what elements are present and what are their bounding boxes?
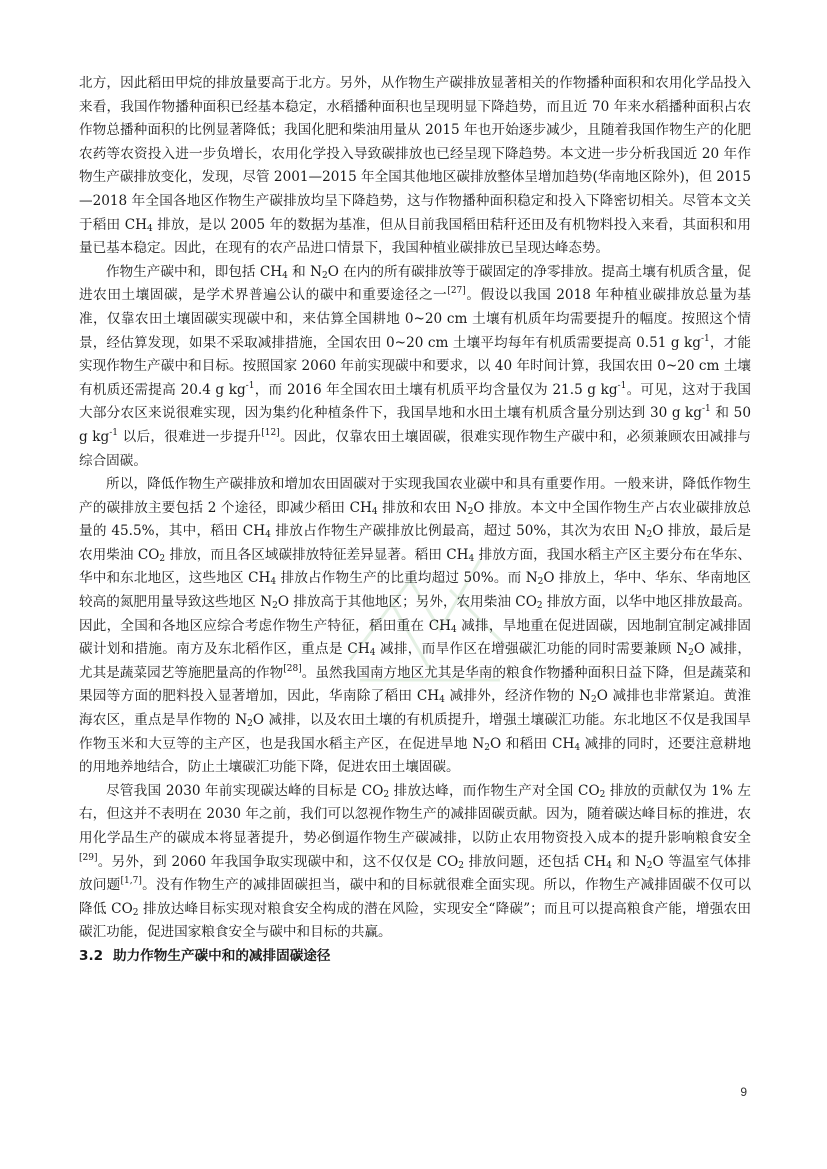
subscript: 4: [450, 624, 457, 635]
text-run: 。虽然我国南方地区尤其是华南的粮食作物播种面积日益下降，但是蔬菜和果园等方面的肥料投入显著增加，因此，华南除了稻田 CH: [79, 664, 752, 705]
subscript: 4: [282, 270, 288, 281]
subscript: 2: [599, 789, 606, 800]
text-run: O 排放，最后是农用柴油 CO: [79, 523, 751, 563]
text-run: O 排放上，华中、华东、华南地区较高的氮肥用量导致这些地区 N: [79, 570, 751, 611]
subscript: 4: [574, 742, 581, 753]
text-run: 尽管我国 2030 年前实现碳达峰的目标是 CO: [106, 782, 384, 799]
subscript: 2: [484, 742, 491, 753]
text-run: 和 N: [611, 853, 647, 870]
text-run: O 减排也非常紧迫。黄淮海农区，重点是旱作物的 N: [79, 688, 752, 729]
subscript: 4: [270, 577, 277, 588]
text-run: 排放方面，我国水稻主产区主要分布在华东、华中和东北地区，这些地区 CH: [79, 546, 751, 587]
subscript: 2: [646, 530, 653, 541]
subscript: 2: [383, 789, 390, 800]
subscript: 2: [590, 695, 597, 706]
text-run: 排放占作物生产碳排放比例最高，超过 50%，其次为农田 N: [270, 523, 647, 540]
subscript: 2: [467, 506, 474, 517]
text-run: 。没有作物生产的减排固碳担当，碳中和的目标就很难全面实现。所以，作物生产减排固碳不仅可以降低 CO: [79, 877, 751, 917]
page-number: 9: [740, 1085, 747, 1099]
subscript: 4: [265, 530, 271, 541]
subscript: 2: [272, 601, 278, 612]
body-paragraph: [79, 72, 751, 261]
text-run: 和 N: [287, 263, 322, 280]
section-number: 3.2: [79, 947, 104, 964]
text-run: O 在内的所有碳排放等于碳固定的净零排放。提高土壤有机质含量，促进农田土壤固碳，是学术界普遍公认的碳中和重要途径之一: [79, 263, 751, 304]
superscript: [28]: [283, 663, 302, 674]
text-run: O 等温室气体排放问题: [79, 853, 751, 894]
text-run: 减排，旱地重在促进固碳，因地制宜制定减排固碳计划和措施。南方及东北稻作区，重点是 CH: [79, 617, 751, 658]
text-run: 北方，因此稻田甲烷的排放量要高于北方。另外，从作物生产碳排放显著相关的作物播种面积和农用化学品投入来看，我国作物播种面积已经基本稳定，水稻播种面积也呈现明显下降趋势，而且近 70 年来水稻播种面积占农作物总播种面积的比例显著降低；我国化肥和柴油用量从 2015 年也开始逐步减少，且随着我国作物生产的化肥农药等农资投入进一步负增长，农用化学投入导致碳排放也已经呈现下降趋势。本文进一步分析我国近 20 年作物生产碳排放变化，发现，尽管 2001—2015 年全国其他地区碳排放整体呈增加趋势(华南地区除外)，但 2015—2018 年全国各地区作物生产碳排放均呈下降趋势，这与作物播种面积稳定和投入下降密切相关。尽管本文关于稻田 CH: [79, 75, 751, 233]
text-run: 。假设以我国 2018 年种植业碳排放总量为基准，仅靠农田土壤固碳实现碳中和，来估算全国耕地 0~20 cm 土壤有机质年均需要提升的幅度。按照这个情景，经估算发现，如果不采取减排措施，全国农田 0~20 cm 土壤平均每年有机质需要提高 0.51 g kg: [79, 287, 751, 351]
subscript: 2: [458, 860, 464, 871]
subscript: 4: [439, 695, 445, 706]
text-run: ，而 2016 年全国农田土壤有机质平均含量仅为 21.5 g kg: [254, 381, 618, 398]
text-run: 排放和农田 N: [377, 499, 468, 516]
superscript: -1: [702, 404, 711, 415]
text-run: 。另外，到 2060 年我国争取实现碳中和，这不仅仅是 CO: [97, 853, 459, 870]
subscript: 4: [371, 506, 378, 517]
subscript: 2: [536, 601, 543, 612]
text-run: ，才能实现作物生产碳中和目标。按照国家 2060 年前实现碳中和要求，以 40 年时间计算，我国农田 0~20 cm 土壤有机质还需提高 20.4 g kg: [79, 334, 752, 398]
superscript: [27]: [447, 286, 466, 297]
text-run: O 排放高于其他地区；另外，农用柴油 CO: [277, 594, 537, 611]
text-run: 以后，很难进一步提升: [118, 428, 262, 445]
section-heading: [79, 945, 751, 969]
text-run: 排放，是以 2005 年的数据为基准，但从目前我国稻田秸秆还田及有机物料投入来看，其面积和用量已基本稳定。因此，在现有的农产品进口情景下，我国种植业碳排放已呈现达峰态势。: [79, 216, 752, 257]
page-body: [79, 72, 751, 969]
subscript: 4: [468, 553, 475, 564]
body-paragraph: [79, 473, 751, 780]
superscript: -1: [245, 380, 255, 391]
subscript: 4: [606, 860, 612, 871]
subscript: 4: [369, 648, 376, 659]
subscript: 2: [132, 907, 139, 918]
text-run: 和 50 g kg: [79, 405, 751, 445]
text-run: 排放的贡献仅为 1% 左右，但这并不表明在 2030 年之前，我们可以忽视作物生产的减排固碳贡献。因为，随着碳达峰目标的推进，农用化学品生产的碳成本将显著提升，势必倒逼作物生产碳减排，以防止农用物资投入成本的提升影响粮食安全: [79, 782, 752, 846]
text-run: 。因此，仅靠农田土壤固碳，很难实现作物生产碳中和，必须兼顾农田减排与综合固碳。: [79, 428, 751, 469]
text-run: O 和稻田 CH: [490, 735, 575, 752]
subscript: 2: [646, 860, 653, 871]
body-paragraphs: [79, 72, 751, 945]
body-paragraph: [79, 261, 751, 473]
superscript: -1: [617, 380, 627, 391]
text-run: 排放，而且各区域碳排放特征差异显著。稻田 CH: [165, 546, 469, 563]
section-title: 助力作物生产碳中和的减排固碳途径: [113, 947, 331, 964]
subscript: 2: [688, 648, 694, 659]
text-run: 排放占作物生产的比重均超过 50%。而 N: [276, 570, 538, 587]
text-run: O 减排，以及农田土壤的有机质提升，增强土壤碳汇功能。东北地区不仅是我国旱作物玉米和大豆等的主产区，也是我国水稻主产区，在促进旱地 N: [79, 712, 752, 752]
subscript: 2: [537, 577, 544, 588]
body-paragraph: [79, 780, 751, 945]
text-run: O 减排，尤其是蔬菜园艺等施肥量高的作物: [79, 641, 751, 681]
subscript: 2: [321, 270, 328, 281]
text-run: 排放达峰，而作物生产对全国 CO: [389, 782, 600, 799]
text-run: 减排外，经济作物的 N: [444, 688, 591, 705]
text-run: 。可见，这对于我国大部分农区来说很难实现，因为集约化种植条件下，我国旱地和水田土壤有机质含量分别达到 30 g kg: [79, 381, 752, 422]
superscript: -1: [109, 427, 119, 438]
subscript: 2: [247, 719, 253, 730]
superscript: [1,7]: [120, 876, 142, 887]
text-run: 作物生产碳中和，即包括 CH: [106, 263, 283, 280]
text-run: 排放问题，还包括 CH: [464, 853, 607, 870]
text-run: 所以，降低作物生产碳排放和增加农田固碳对于实现我国农业碳中和具有重要作用。一般来讲，降低作物生产的碳排放主要包括 2 个途径，即减少稻田 CH: [79, 476, 751, 516]
subscript: 4: [147, 223, 153, 234]
text-run: O 排放。本文中全国作物生产占农业碳排放总量的 45.5%，其中，稻田 CH: [79, 499, 751, 540]
text-run: 排放方面，以华中地区排放最高。因此，全国和各地区应综合考虑作物生产特征，稻田重在 CH: [79, 594, 751, 634]
text-run: 排放达峰目标实现对粮食安全构成的潜在风险，实现安全“降碳”；而且可以提高粮食产能，增强农田碳汇功能，促进国家粮食安全与碳中和目标的共赢。: [79, 900, 752, 941]
superscript: -1: [700, 333, 710, 344]
superscript: [12]: [261, 427, 280, 438]
text-run: 减排的同时，还要注意耕地的用地养地结合，防止土壤碳汇功能下降，促进农田土壤固碳。: [79, 735, 751, 776]
subscript: 2: [159, 553, 166, 564]
text-run: 减排，而旱作区在增强碳汇功能的同时需要兼顾 N: [375, 641, 689, 658]
superscript: [29]: [79, 852, 98, 863]
